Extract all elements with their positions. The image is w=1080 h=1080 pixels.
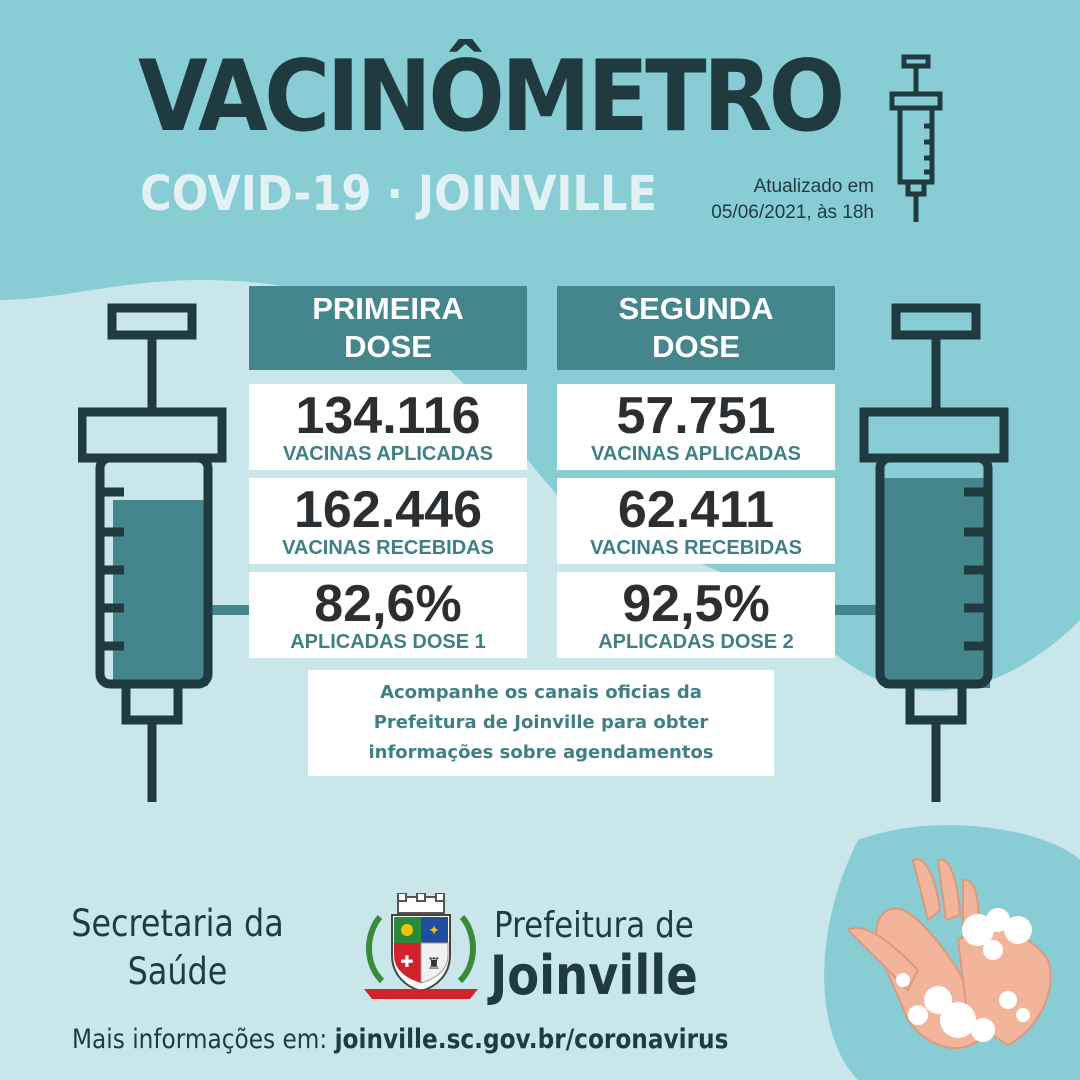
second-dose-applied-label: VACINAS APLICADAS — [590, 443, 801, 465]
first-dose-applied-label: VACINAS APLICADAS — [282, 443, 493, 465]
coat-of-arms-icon — [362, 893, 480, 1005]
svg-text:✚: ✚ — [400, 952, 414, 971]
secretaria-logo-text — [70, 900, 285, 996]
second-dose-received-card — [557, 478, 835, 564]
page-subtitle: COVID-19 · JOINVILLE — [140, 166, 658, 222]
first-dose-percent-value: 82,6% — [314, 575, 462, 633]
more-info — [72, 1024, 728, 1055]
notice-line2: Prefeitura de Joinville para obter — [373, 712, 709, 733]
syringe-icon — [888, 54, 944, 224]
page-title: VACINÔMETRO — [138, 40, 842, 154]
update-timestamp — [711, 174, 874, 226]
first-dose-header-line1: PRIMEIRA — [312, 291, 464, 326]
second-dose-percent-label: APLICADAS DOSE 2 — [598, 631, 794, 653]
second-dose-applied-card — [557, 384, 835, 470]
second-dose-header-line1: SEGUNDA — [618, 291, 774, 326]
first-dose-header — [249, 286, 527, 370]
left-syringe-icon — [78, 302, 268, 807]
washing-hands-icon — [818, 820, 1080, 1080]
first-dose-received-card — [249, 478, 527, 564]
secretaria-line1: Secretaria da — [71, 902, 284, 945]
second-dose-received-value: 62.411 — [617, 481, 775, 539]
first-dose-applied-card — [249, 384, 527, 470]
prefeitura-city: Joinville — [490, 944, 698, 1007]
svg-text:✦: ✦ — [428, 923, 440, 939]
second-dose-header-line2: DOSE — [652, 329, 740, 364]
second-dose-percent-card — [557, 572, 835, 658]
first-dose-header-line2: DOSE — [344, 329, 432, 364]
prefeitura-label: Prefeitura de — [494, 905, 694, 946]
secretaria-line2: Saúde — [127, 950, 228, 993]
notice-line3: informações sobre agendamentos — [368, 742, 714, 763]
notice-line1: Acompanhe os canais oficias da — [380, 682, 702, 703]
first-dose-received-label: VACINAS RECEBIDAS — [282, 537, 494, 559]
updated-label: Atualizado em — [753, 176, 874, 197]
second-dose-received-label: VACINAS RECEBIDAS — [590, 537, 802, 559]
second-dose-header — [557, 286, 835, 370]
first-dose-percent-card — [249, 572, 527, 658]
updated-date: 05/06/2021, às 18h — [711, 202, 874, 223]
more-info-url[interactable]: joinville.sc.gov.br/coronavirus — [334, 1024, 729, 1055]
svg-text:♜: ♜ — [426, 954, 442, 973]
first-dose-applied-value: 134.116 — [295, 387, 481, 445]
first-dose-percent-label: APLICADAS DOSE 1 — [290, 631, 486, 653]
more-info-prefix: Mais informações em: — [72, 1024, 328, 1055]
info-notice — [308, 670, 774, 776]
second-dose-percent-value: 92,5% — [622, 575, 770, 633]
first-dose-received-value: 162.446 — [294, 481, 482, 539]
second-dose-applied-value: 57.751 — [616, 387, 776, 445]
right-syringe-icon — [834, 302, 1024, 807]
